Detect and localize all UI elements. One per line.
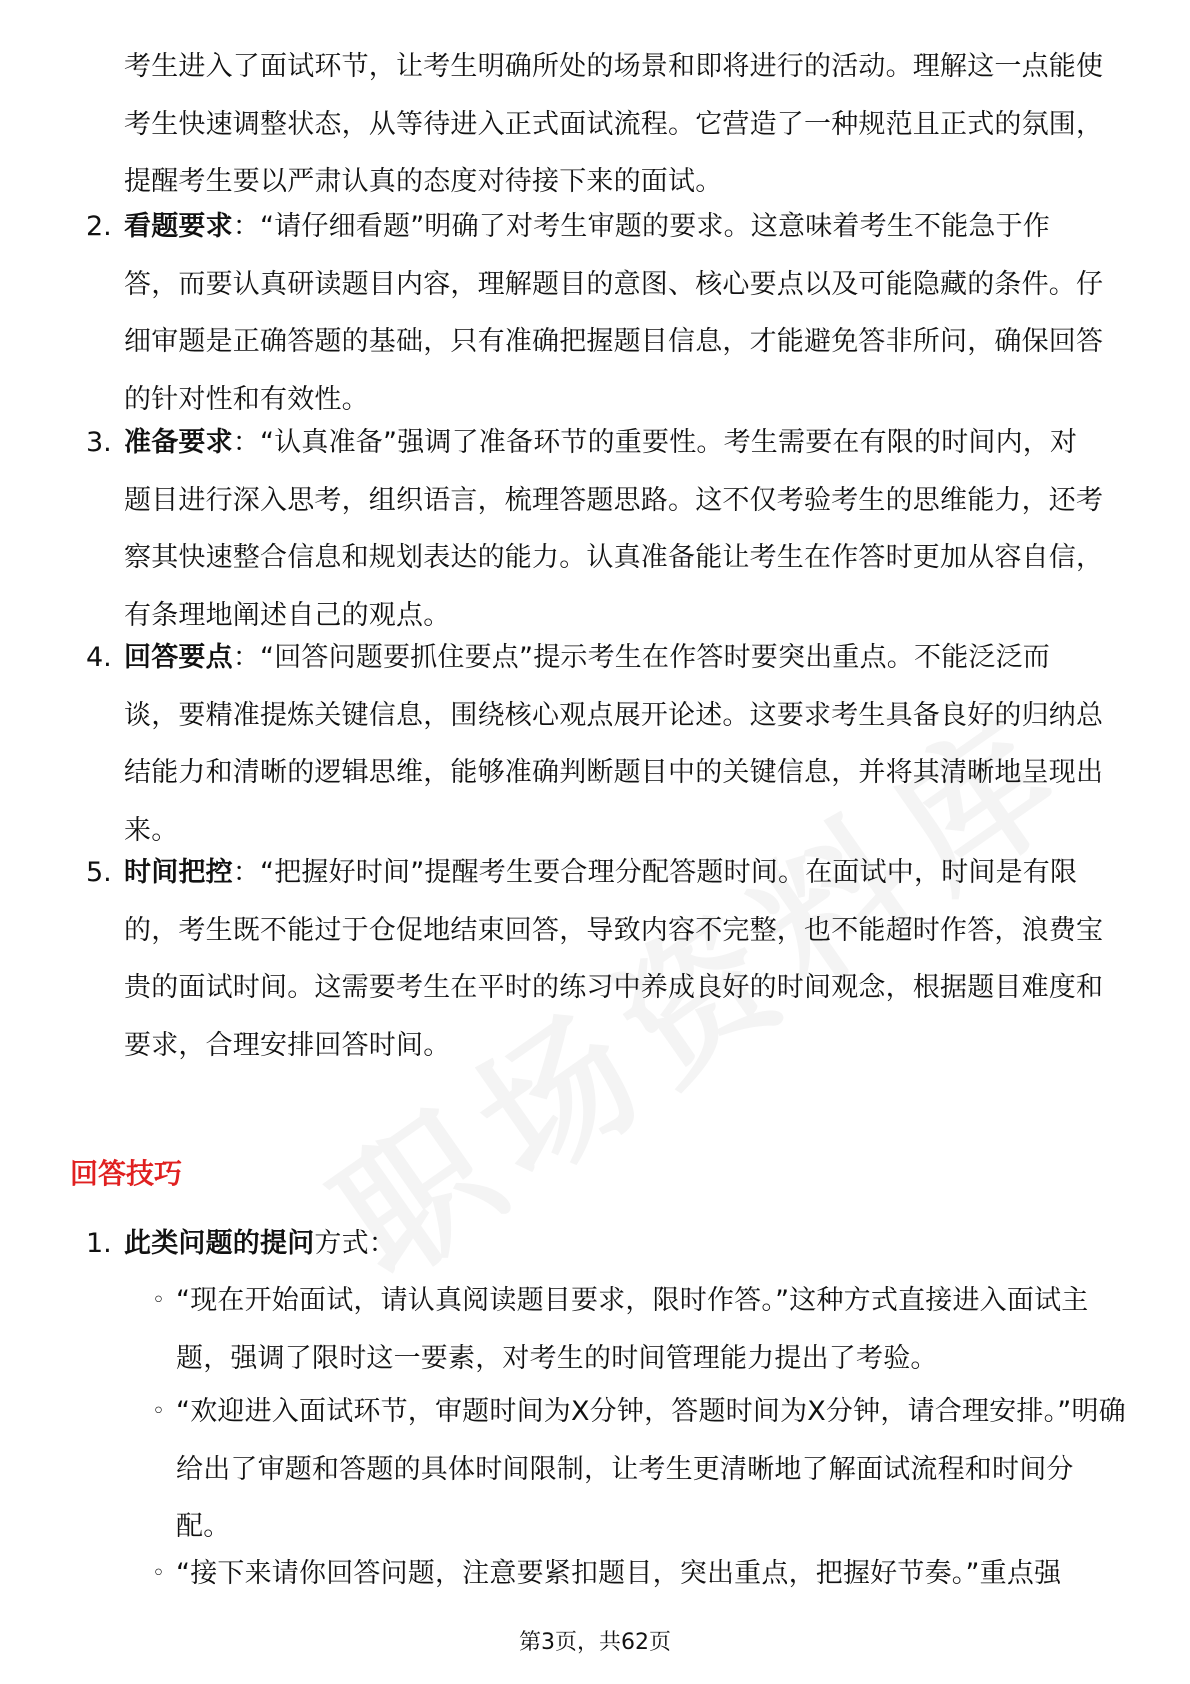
circle-bullet-icon: ◦ xyxy=(152,1561,165,1586)
list-number: 5. xyxy=(86,857,112,888)
list-number: 2. xyxy=(86,211,112,242)
circle-bullet-icon: ◦ xyxy=(152,1399,165,1424)
list-number: 3. xyxy=(86,427,112,458)
intro-paragraph: 考生进入了面试环节，让考生明确所处的场景和即将进行的活动。理解这一点能使考生快速调整状态，从等待进入正式面试流程。它营造了一种规范且正式的氛围，提醒考生要以严肃认真的态度对待接下来的面试。 xyxy=(124,51,1104,197)
item-separator: ： xyxy=(232,427,261,458)
page-number-footer: 第3页，共62页 xyxy=(519,1630,671,1655)
item-title: 回答要点 xyxy=(124,642,233,673)
item-separator: ： xyxy=(232,857,261,888)
sub-list-text: “欢迎进入面试环节，审题时间为X分钟，答题时间为X分钟，请合理安排。”明确给出了审题和答题的具体时间限制，让考生更清晰地了解面试流程和时间分配。 xyxy=(176,1396,1126,1542)
circle-bullet-icon: ◦ xyxy=(152,1288,165,1313)
item-body: “把握好时间”提醒考生要合理分配答题时间。在面试中，时间是有限的，考生既不能过于仓促地结束回答，导致内容不完整，也不能超时作答，浪费宝贵的面试时间。这需要考生在平时的练习中养成良好的时间观念，根据题目难度和要求，合理安排回答时间。 xyxy=(124,857,1104,1061)
item-separator: ： xyxy=(232,211,261,242)
section-heading: 回答技巧 xyxy=(70,1157,183,1190)
sub-list-text: “现在开始面试，请认真阅读题目要求，限时作答。”这种方式直接进入面试主题，强调了限时这一要素，对考生的时间管理能力提出了考验。 xyxy=(176,1285,1089,1374)
list-text xyxy=(124,198,1104,428)
item-title: 准备要求 xyxy=(124,427,233,458)
item-body: “认真准备”强调了准备环节的重要性。考生需要在有限的时间内，对题目进行深入思考，组织语言，梳理答题思路。这不仅考验考生的思维能力，还考察其快速整合信息和规划表达的能力。认真准备能让考生在作答时更加从容自信，有条理地阐述自己的观点。 xyxy=(124,427,1104,631)
item-body: “回答问题要抓住要点”提示考生在作答时要突出重点。不能泛泛而谈，要精准提炼关键信息，围绕核心观点展开论述。这要求考生具备良好的归纳总结能力和清晰的逻辑思维，能够准确判断题目中的关键信息，并将其清晰地呈现出来。 xyxy=(124,642,1104,846)
list-text xyxy=(124,414,1104,644)
item-body: “请仔细看题”明确了对考生审题的要求。这意味着考生不能急于作答，而要认真研读题目内容，理解题目的意图、核心要点以及可能隐藏的条件。仔细审题是正确答题的基础，只有准确把握题目信息，才能避免答非所问，确保回答的针对性和有效性。 xyxy=(124,211,1104,415)
list-number: 1. xyxy=(86,1228,112,1259)
list-text xyxy=(124,1215,1104,1273)
item-title: 时间把控 xyxy=(124,857,233,888)
list-text xyxy=(124,844,1104,1074)
sub-list-text: “接下来请你回答问题，注意要紧扣题目，突出重点，把握好节奏。”重点强 xyxy=(176,1558,1062,1589)
item-title: 此类问题的提问 xyxy=(124,1228,315,1259)
item-suffix: 方式： xyxy=(314,1228,397,1259)
list-text xyxy=(124,629,1104,859)
item-separator: ： xyxy=(232,642,261,673)
list-number: 4. xyxy=(86,642,112,673)
item-title: 看题要求 xyxy=(124,211,233,242)
